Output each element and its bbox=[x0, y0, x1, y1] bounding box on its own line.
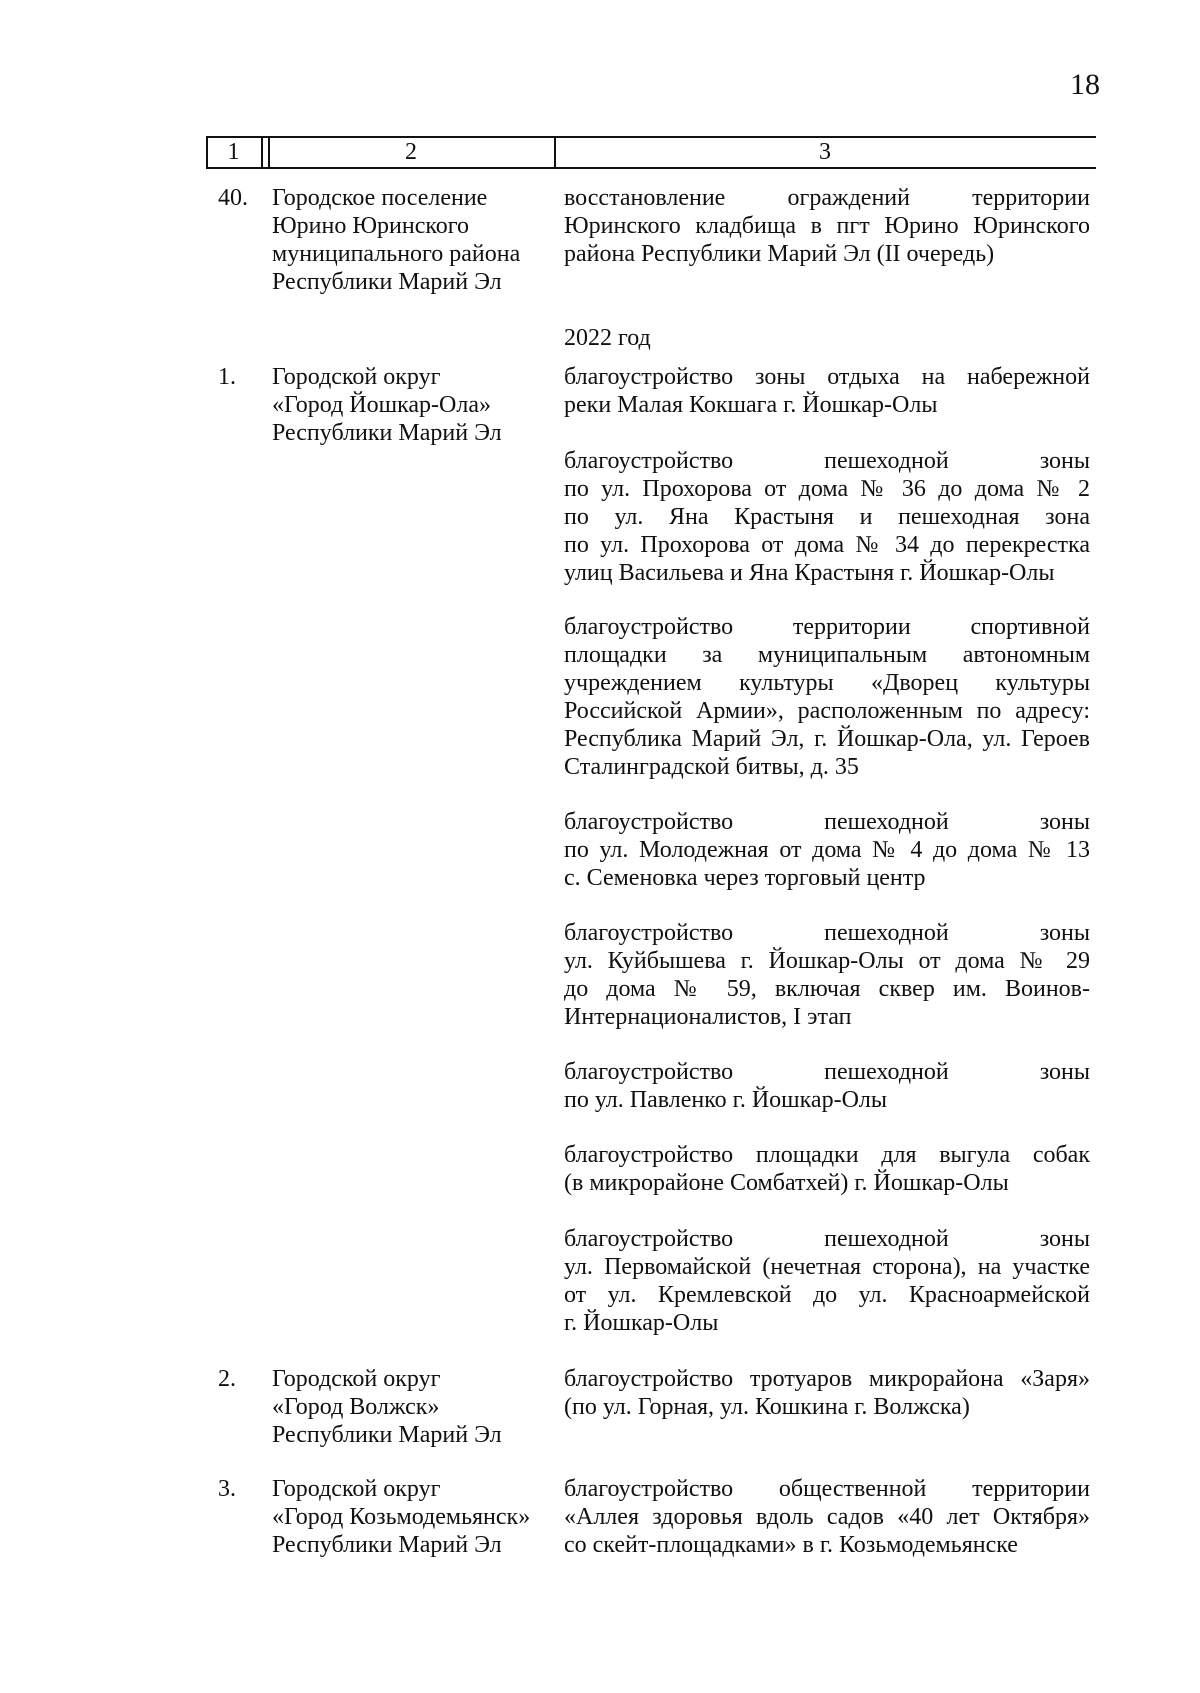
desc-line: благоустройство площадки для выгула собак bbox=[564, 1142, 1090, 1168]
municipality-name bbox=[272, 363, 542, 447]
desc-line: Интернационалистов, I этап bbox=[564, 1004, 852, 1030]
desc-line: Российской Армии», расположенным по адресу: bbox=[564, 698, 1090, 724]
name-line: Городской округ bbox=[272, 364, 441, 390]
name-line: муниципального района bbox=[272, 241, 521, 267]
name-line: «Город Козьмодемьянск» bbox=[272, 1504, 531, 1530]
desc-line: учреждением культуры «Дворец культуры bbox=[564, 670, 1090, 696]
desc-line: благоустройство пешеходной зоны bbox=[564, 448, 1090, 474]
desc-line: до дома № 59, включая сквер им. Воинов- bbox=[564, 976, 1090, 1002]
desc-line: восстановление ограждений территории bbox=[564, 185, 1090, 211]
name-line: Городской округ bbox=[272, 1366, 441, 1392]
project-description bbox=[564, 1365, 1090, 1421]
desc-line: со скейт-площадками» в г. Козьмодемьянске bbox=[564, 1532, 1018, 1558]
desc-line: (по ул. Горная, ул. Кошкина г. Волжска) bbox=[564, 1394, 970, 1420]
name-line: Республики Марий Эл bbox=[272, 420, 502, 446]
project-description bbox=[564, 184, 1090, 268]
desc-line: Сталинградской битвы, д. 35 bbox=[564, 754, 859, 780]
desc-line: по ул. Прохорова от дома № 36 до дома № 2 bbox=[564, 476, 1090, 502]
desc-line: благоустройство пешеходной зоны bbox=[564, 1226, 1090, 1252]
row-number: 1. bbox=[218, 364, 236, 390]
table-header bbox=[206, 136, 1096, 168]
row-number: 40. bbox=[218, 185, 248, 211]
project-item-1 bbox=[564, 363, 1090, 419]
header-top-border bbox=[206, 136, 1096, 138]
name-line: Республики Марий Эл bbox=[272, 1532, 502, 1558]
desc-line: района Республики Марий Эл (II очередь) bbox=[564, 241, 995, 267]
desc-line: площадки за муниципальным автономным bbox=[564, 642, 1090, 668]
desc-line: реки Малая Кокшага г. Йошкар-Олы bbox=[564, 392, 938, 418]
desc-line: благоустройство общественной территории bbox=[564, 1476, 1090, 1502]
name-line: Городской округ bbox=[272, 1476, 441, 1502]
project-item-8 bbox=[564, 1225, 1090, 1337]
desc-line: ул. Первомайской (нечетная сторона), на участке bbox=[564, 1254, 1090, 1280]
name-line: «Город Йошкар-Ола» bbox=[272, 392, 491, 418]
desc-line: по ул. Прохорова от дома № 34 до перекрестка bbox=[564, 532, 1090, 558]
desc-line: от ул. Кремлевской до ул. Красноармейской bbox=[564, 1282, 1090, 1308]
desc-line: благоустройство тротуаров микрорайона «Заря» bbox=[564, 1366, 1090, 1392]
name-line: Республики Марий Эл bbox=[272, 269, 502, 295]
desc-line: благоустройство пешеходной зоны bbox=[564, 809, 1090, 835]
project-item-7 bbox=[564, 1141, 1090, 1197]
desc-line: по ул. Павленко г. Йошкар-Олы bbox=[564, 1087, 888, 1113]
row-number: 2. bbox=[218, 1366, 236, 1392]
year-heading: 2022 год bbox=[564, 325, 651, 351]
project-item-3 bbox=[564, 613, 1090, 781]
row-number: 3. bbox=[218, 1476, 236, 1502]
desc-line: ул. Куйбышева г. Йошкар-Олы от дома № 29 bbox=[564, 948, 1090, 974]
desc-line: по ул. Молодежная от дома № 4 до дома № 13 bbox=[564, 837, 1090, 863]
header-divider-1 bbox=[261, 136, 263, 169]
project-item-4 bbox=[564, 808, 1090, 892]
header-col-3: 3 bbox=[819, 139, 831, 165]
municipality-name bbox=[272, 1475, 542, 1559]
desc-line: «Аллея здоровья вдоль садов «40 лет Октября» bbox=[564, 1504, 1090, 1530]
desc-line: благоустройство пешеходной зоны bbox=[564, 920, 1090, 946]
desc-line: благоустройство территории спортивной bbox=[564, 614, 1090, 640]
desc-line: благоустройство зоны отдыха на набережной bbox=[564, 364, 1090, 390]
name-line: «Город Волжск» bbox=[272, 1394, 440, 1420]
project-item-2 bbox=[564, 447, 1090, 587]
project-item-5 bbox=[564, 919, 1090, 1031]
desc-line: Республика Марий Эл, г. Йошкар-Ола, ул. Героев bbox=[564, 726, 1090, 752]
header-bottom-border bbox=[206, 167, 1096, 169]
desc-line: с. Семеновка через торговый центр bbox=[564, 865, 926, 891]
project-item-6 bbox=[564, 1058, 1090, 1114]
desc-line: по ул. Яна Крастыня и пешеходная зона bbox=[564, 504, 1090, 530]
name-line: Городское поселение bbox=[272, 185, 488, 211]
desc-line: г. Йошкар-Олы bbox=[564, 1310, 719, 1336]
desc-line: (в микрорайоне Сомбатхей) г. Йошкар-Олы bbox=[564, 1170, 1009, 1196]
name-line: Республики Марий Эл bbox=[272, 1422, 502, 1448]
header-col-1: 1 bbox=[227, 139, 240, 165]
desc-line: улиц Васильева и Яна Крастыня г. Йошкар-Олы bbox=[564, 560, 1055, 586]
project-description bbox=[564, 1475, 1090, 1559]
municipality-name bbox=[272, 1365, 542, 1449]
header-col-2: 2 bbox=[405, 139, 417, 165]
name-line: Юрино Юринского bbox=[272, 213, 470, 239]
municipality-name bbox=[272, 184, 542, 296]
page-number: 18 bbox=[1070, 68, 1100, 101]
desc-line: благоустройство пешеходной зоны bbox=[564, 1059, 1090, 1085]
desc-line: Юринского кладбища в пгт Юрино Юринского bbox=[564, 213, 1090, 239]
